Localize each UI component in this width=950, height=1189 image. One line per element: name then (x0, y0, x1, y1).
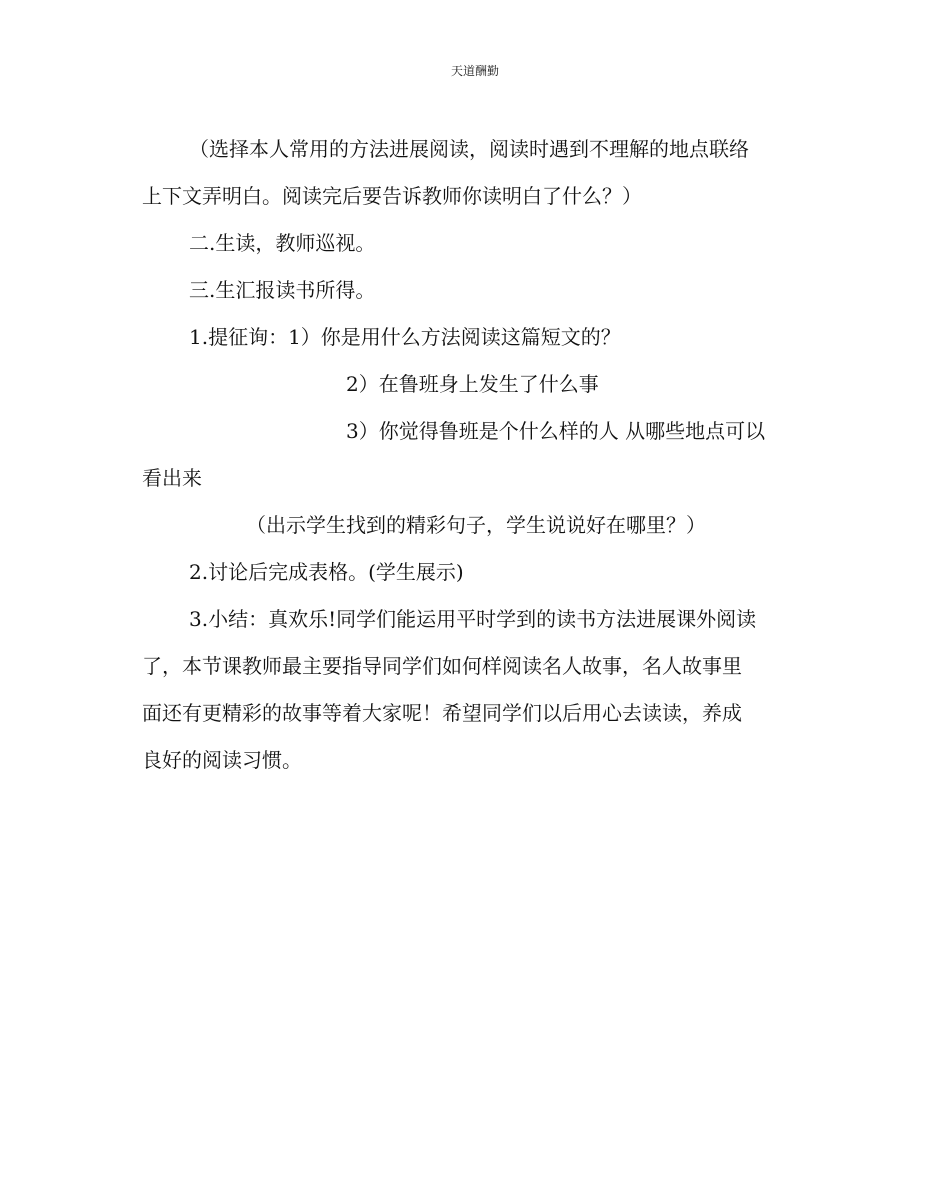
paragraph-summary-line-2: 了，本节课教师最主要指导同学们如何样阅读名人故事，名人故事里 (142, 654, 742, 678)
paragraph-step-3: 三.生汇报读书所得。 (189, 278, 376, 302)
paragraph-show-sentences: （出示学生找到的精彩句子，学生说说好在哪里？） (246, 513, 706, 537)
paragraph-step-2: 二.生读，教师巡视。 (189, 231, 376, 255)
paragraph-question-3-continued: 看出来 (142, 466, 202, 490)
page-header: 天道酬勤 (450, 64, 499, 78)
paragraph-reading-instruction-line-2: 上下文弄明白。阅读完后要告诉教师你读明白了什么？） (142, 184, 642, 208)
paragraph-question-1: 1.提征询：1）你是用什么方法阅读这篇短文的？ (189, 325, 621, 349)
document-body (142, 126, 822, 784)
paragraph-discussion: 2.讨论后完成表格。(学生展示) (189, 560, 464, 584)
paragraph-summary-line-3: 面还有更精彩的故事等着大家呢！希望同学们以后用心去读读，养成 (142, 701, 742, 725)
paragraph-question-3: 3）你觉得鲁班是个什么样的人 从哪些地点可以 (346, 419, 766, 443)
paragraph-reading-instruction-line-1: （选择本人常用的方法进展阅读，阅读时遇到不理解的地点联络 (189, 137, 749, 161)
paragraph-summary-line-4: 良好的阅读习惯。 (142, 748, 302, 772)
paragraph-question-2: 2）在鲁班身上发生了什么事 (346, 372, 599, 396)
paragraph-summary-line-1: 3.小结：真欢乐!同学们能运用平时学到的读书方法进展课外阅读 (189, 607, 757, 631)
